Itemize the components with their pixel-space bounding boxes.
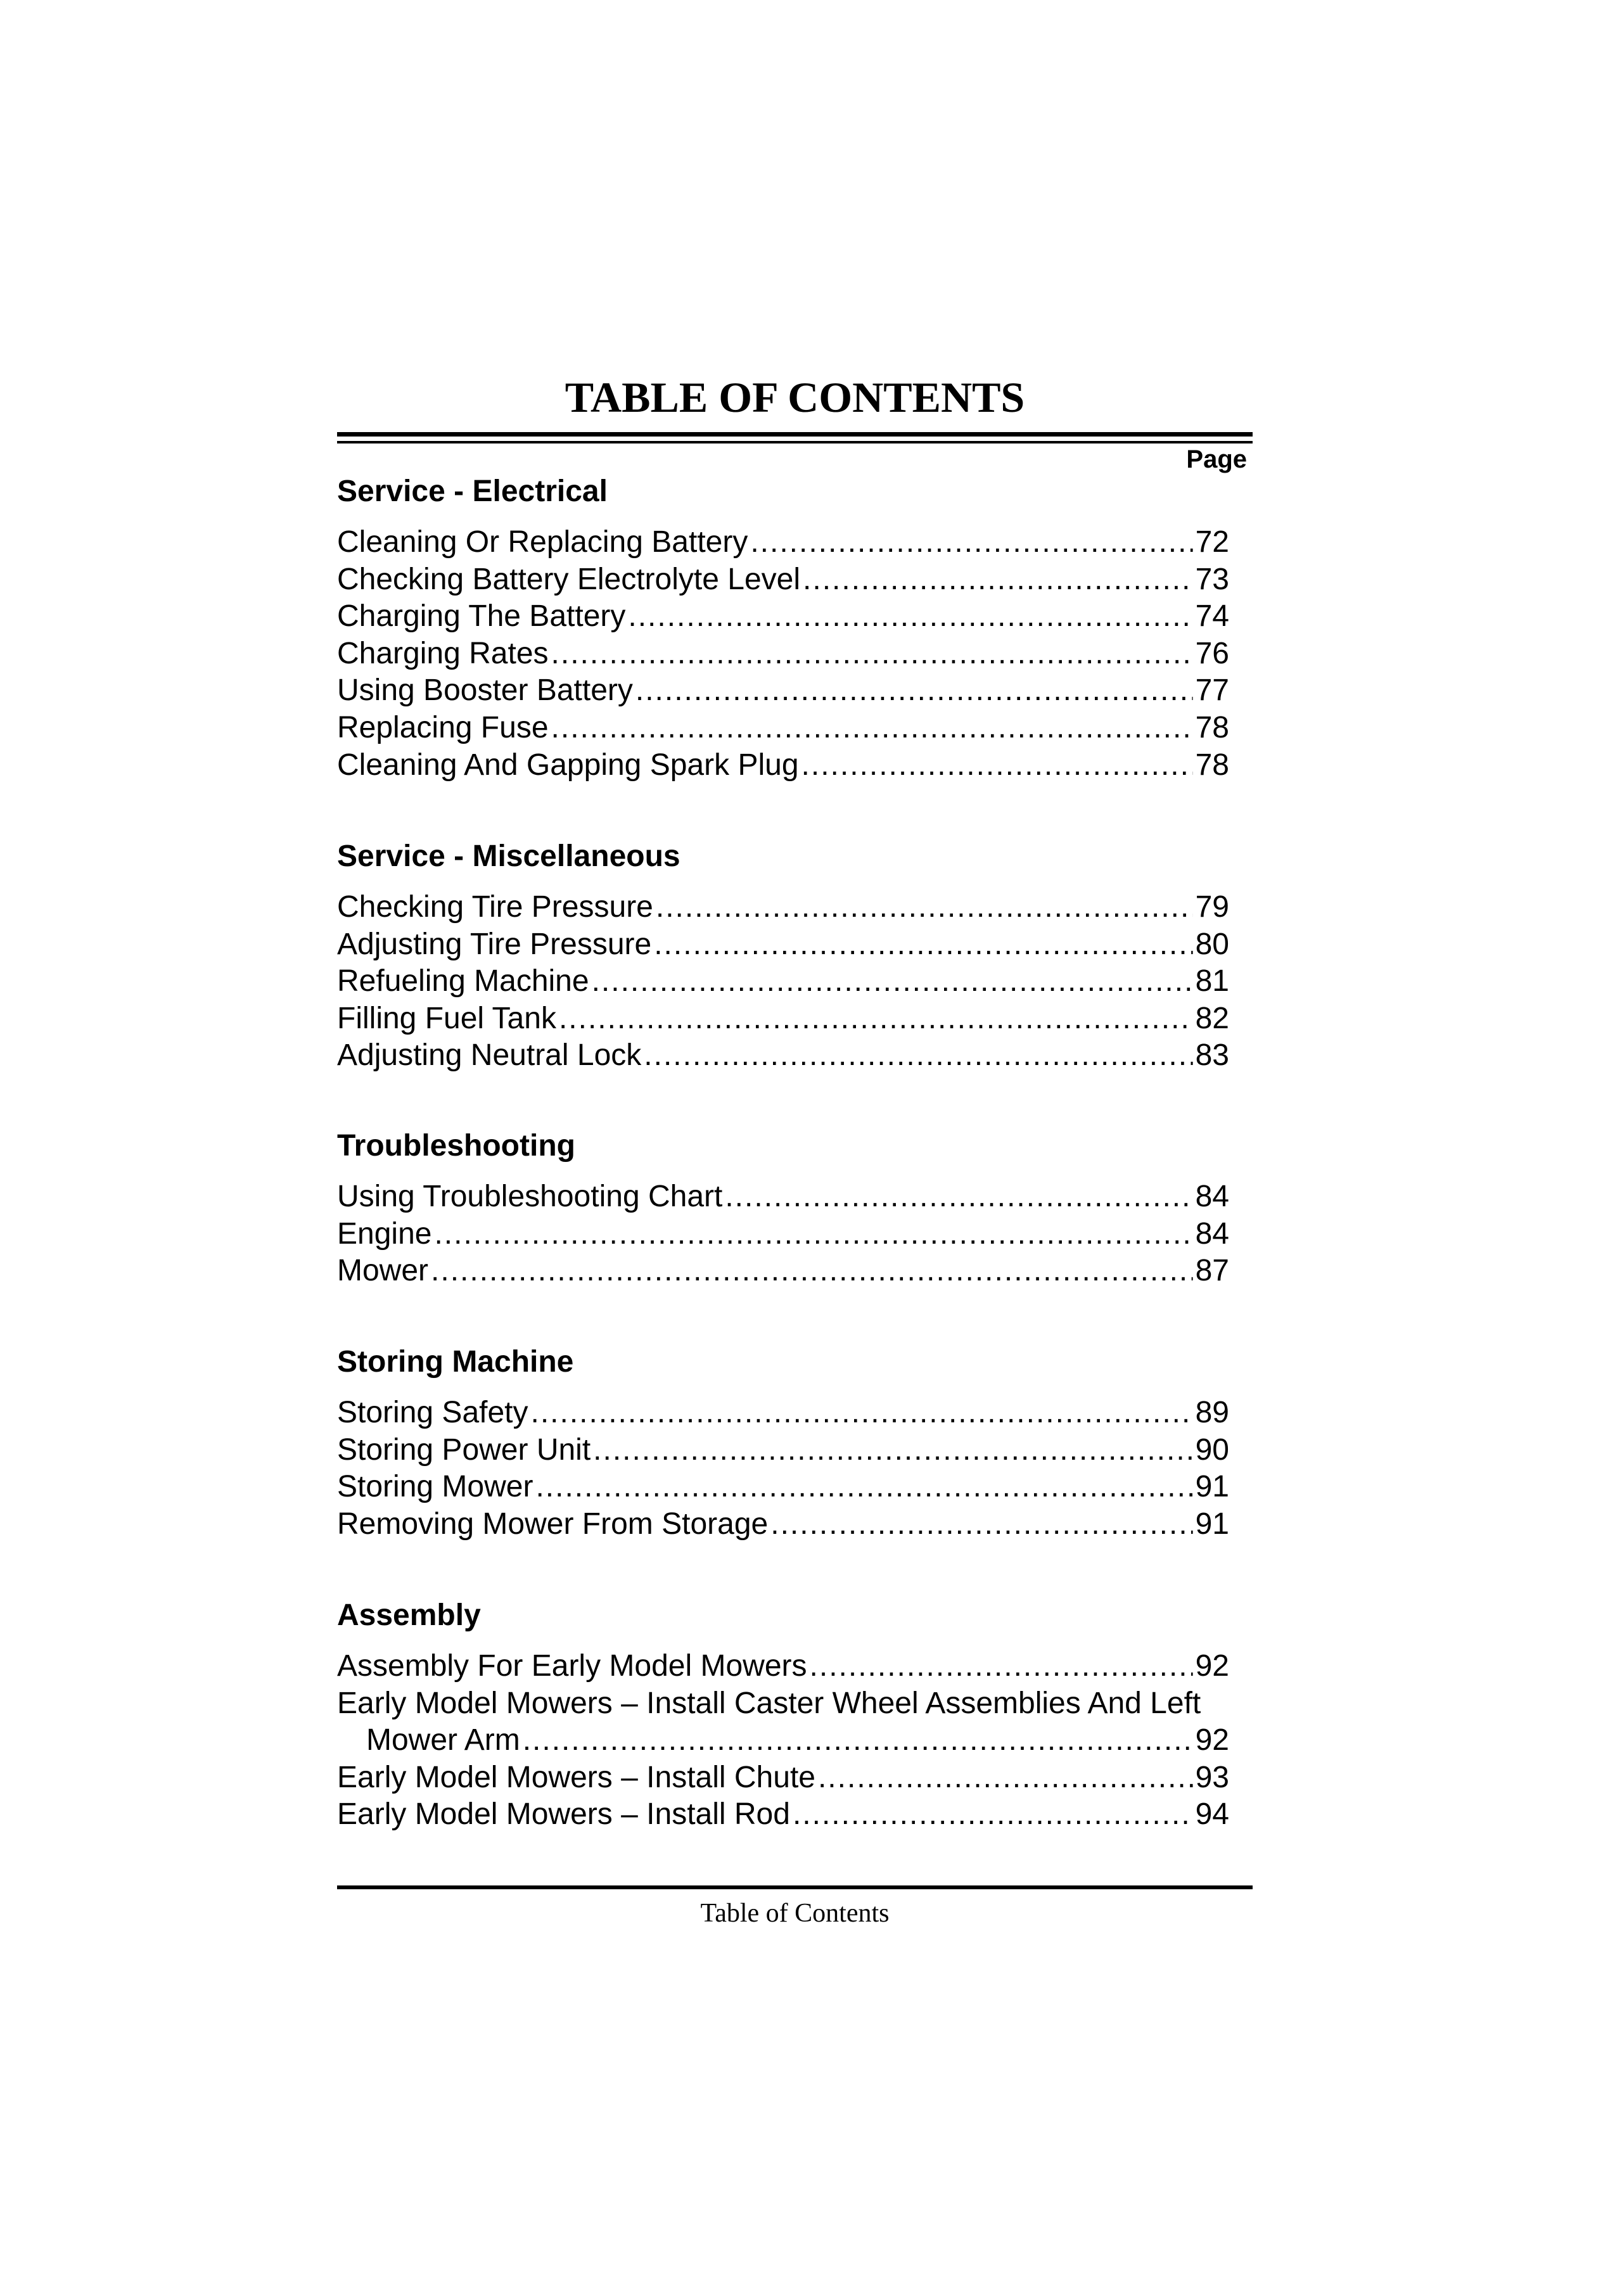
toc-entry-label: Cleaning And Gapping Spark Plug	[337, 748, 799, 782]
toc-entry[interactable]	[337, 1394, 1229, 1432]
page-footer: Table of Contents	[700, 1899, 890, 1928]
dot-leader	[656, 888, 1193, 926]
toc-entry[interactable]	[337, 1759, 1229, 1797]
section-heading: Assembly	[337, 1598, 481, 1632]
title-rule-thick	[337, 432, 1253, 437]
toc-entry-label: Mower	[337, 1254, 429, 1288]
toc-entry-label: Removing Mower From Storage	[337, 1507, 769, 1541]
toc-entry[interactable]	[337, 597, 1229, 635]
toc-entry[interactable]	[337, 1215, 1229, 1253]
dot-leader	[559, 1000, 1193, 1038]
dot-leader	[628, 597, 1192, 635]
toc-entry-page: 82	[1195, 1001, 1229, 1035]
dot-leader	[535, 1468, 1192, 1506]
section-heading: Storing Machine	[337, 1345, 574, 1379]
dot-leader	[801, 746, 1193, 784]
toc-entry-label: Engine	[337, 1216, 432, 1251]
toc-entry-page: 76	[1195, 636, 1229, 670]
dot-leader	[818, 1759, 1193, 1797]
toc-entry-page: 94	[1195, 1797, 1229, 1832]
dot-leader	[434, 1215, 1192, 1253]
toc-entry-page: 79	[1195, 890, 1229, 924]
toc-entry[interactable]	[337, 962, 1229, 1000]
toc-entry[interactable]	[337, 709, 1229, 747]
dot-leader	[431, 1252, 1193, 1290]
dot-leader	[793, 1795, 1193, 1834]
page-column-label: Page	[1186, 445, 1247, 473]
dot-leader	[770, 1505, 1192, 1543]
dot-leader	[725, 1178, 1192, 1216]
toc-entry[interactable]	[337, 926, 1229, 964]
toc-entry-label: Storing Power Unit	[337, 1432, 591, 1467]
dot-leader	[523, 1721, 1193, 1759]
toc-entry-label: Checking Tire Pressure	[337, 890, 653, 924]
toc-entry-label: Assembly For Early Model Mowers	[337, 1649, 807, 1683]
toc-entry[interactable]	[337, 888, 1229, 926]
dot-leader	[635, 672, 1193, 710]
toc-entry-page: 84	[1195, 1180, 1229, 1213]
section-heading: Troubleshooting	[337, 1129, 575, 1163]
toc-entry[interactable]	[337, 672, 1229, 710]
toc-entry-label: Cleaning Or Replacing Battery	[337, 525, 748, 559]
toc-entry[interactable]	[337, 523, 1229, 561]
dot-leader	[644, 1036, 1192, 1075]
toc-entry-page: 89	[1195, 1396, 1229, 1429]
dot-leader	[551, 709, 1193, 747]
footer-rule	[337, 1885, 1253, 1889]
toc-entry-page: 83	[1195, 1038, 1229, 1073]
toc-entry[interactable]	[337, 1795, 1229, 1834]
toc-entry-page: 80	[1195, 927, 1229, 961]
toc-entry-label: Charging The Battery	[337, 599, 626, 634]
toc-entry[interactable]	[337, 1252, 1229, 1290]
toc-entry-label: Adjusting Tire Pressure	[337, 927, 652, 961]
toc-entry-page: 78	[1195, 711, 1229, 744]
toc-entry-label: Replacing Fuse	[337, 711, 549, 744]
toc-entry-label: Early Model Mowers – Install Chute	[337, 1760, 815, 1794]
toc-entry-label: Using Troubleshooting Chart	[337, 1180, 723, 1213]
toc-entry-label-continued: Mower Arm	[366, 1723, 520, 1757]
toc-entry-page: 74	[1195, 599, 1229, 634]
toc-entry-label[interactable]: Early Model Mowers – Install Caster Wheel Assemblies And Left	[337, 1686, 1201, 1720]
toc-entry-label: Checking Battery Electrolyte Level	[337, 562, 801, 596]
toc-entry-page: 91	[1195, 1507, 1229, 1541]
dot-leader	[592, 962, 1193, 1000]
toc-entry-page: 78	[1195, 748, 1229, 782]
toc-entry-page: 84	[1195, 1216, 1229, 1251]
toc-entry-label: Storing Safety	[337, 1396, 528, 1429]
toc-entry[interactable]	[337, 1647, 1229, 1685]
section-heading: Service - Miscellaneous	[337, 839, 680, 873]
toc-entry[interactable]	[337, 1000, 1229, 1038]
dot-leader	[531, 1394, 1193, 1432]
toc-entry-page: 77	[1195, 673, 1229, 708]
toc-entry[interactable]	[337, 1431, 1229, 1469]
toc-entry-label: Early Model Mowers – Install Rod	[337, 1797, 790, 1832]
toc-entry-page: 92	[1195, 1723, 1229, 1757]
toc-entry-page: 81	[1195, 964, 1229, 998]
section-heading: Service - Electrical	[337, 475, 608, 508]
toc-entry-page: 90	[1195, 1432, 1229, 1467]
dot-leader	[551, 635, 1193, 673]
toc-entry[interactable]	[337, 1468, 1229, 1506]
toc-entry-label: Charging Rates	[337, 636, 549, 670]
toc-entry[interactable]	[366, 1721, 1229, 1759]
toc-entry-label: Storing Mower	[337, 1470, 533, 1504]
toc-entry[interactable]	[337, 1178, 1229, 1216]
dot-leader	[803, 561, 1193, 599]
toc-entry[interactable]	[337, 561, 1229, 599]
toc-entry-label: Using Booster Battery	[337, 673, 633, 708]
toc-entry-page: 92	[1195, 1649, 1229, 1683]
toc-entry[interactable]	[337, 1036, 1229, 1075]
toc-entry[interactable]	[337, 1505, 1229, 1543]
toc-entry-page: 91	[1195, 1470, 1229, 1504]
toc-entry-page: 73	[1195, 562, 1229, 596]
document-title: TABLE OF CONTENTS	[565, 373, 1025, 421]
toc-entry-page: 72	[1195, 525, 1229, 559]
dot-leader	[750, 523, 1192, 561]
toc-entry-page: 87	[1195, 1254, 1229, 1288]
toc-entry-label: Adjusting Neutral Lock	[337, 1038, 642, 1073]
toc-entry-label: Refueling Machine	[337, 964, 589, 998]
toc-entry[interactable]	[337, 746, 1229, 784]
toc-entry-label: Filling Fuel Tank	[337, 1001, 556, 1035]
dot-leader	[810, 1647, 1193, 1685]
dot-leader	[593, 1431, 1192, 1469]
toc-entry-page: 93	[1195, 1760, 1229, 1794]
toc-entry[interactable]	[337, 635, 1229, 673]
dot-leader	[654, 926, 1192, 964]
